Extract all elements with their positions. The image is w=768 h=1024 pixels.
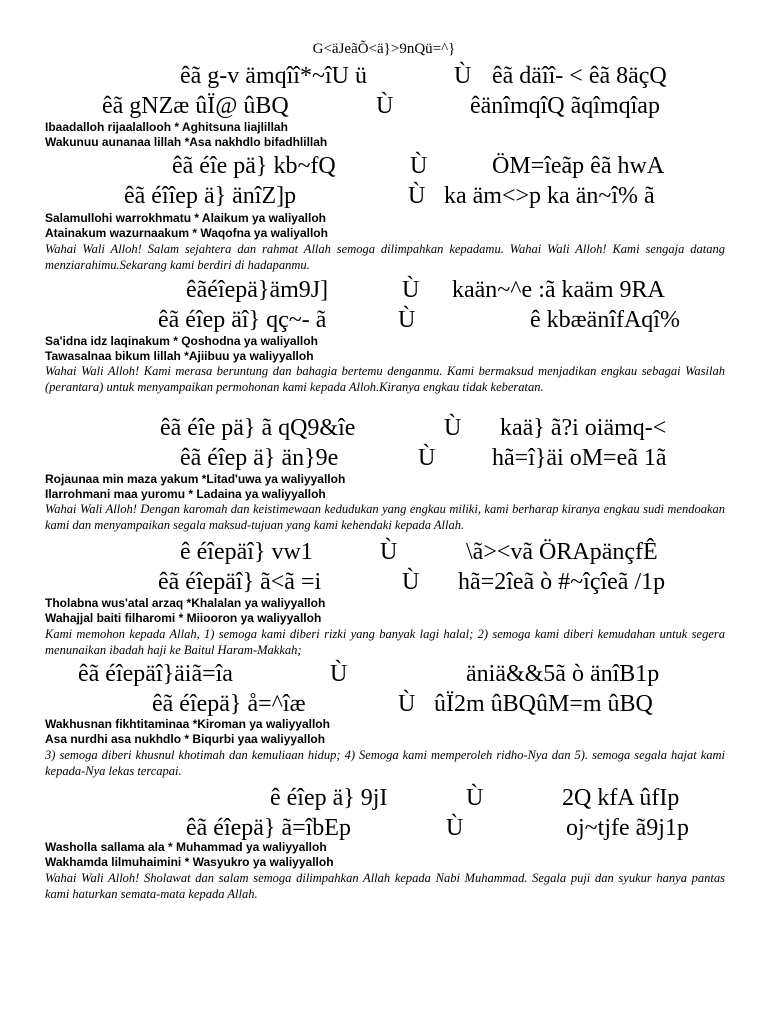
meaning-paragraph: Wahai Wali Alloh! Salam sejahtera dan rahmat Allah semoga dilimpahkan kepadamu. Wahai Wali Alloh! Kami sengaja datang menziarahimu.Sekarang kami berdiri di hadapanmu. [45,242,725,272]
verse-separator: Ù [380,539,398,565]
verse-right: ÖM=îeãp êã hwA [492,153,665,179]
transliteration-line: Wakhusnan fikhtitaminaa *Kiroman ya waliyyalloh [45,717,330,731]
transliteration-line: Ibaadalloh rijaalallooh * Aghitsuna liajlillah [45,120,288,134]
transliteration-line: Wakhamda lilmuhaimini * Wasyukro ya waliyyalloh [45,855,334,869]
verse-separator: Ù [446,815,464,841]
verse-separator: Ù [410,153,428,179]
verse-left: êã éîep äî} qç~- ã [158,307,327,333]
verse-separator: Ù [330,661,348,687]
verse-right: ûÏ2m ûBQûM=m ûBQ [434,691,653,717]
verse-separator: Ù [402,277,420,303]
verse-left: êã éîîep ä} änîZ]p [124,183,297,209]
verse-left: êã éîepäî}äiã=îa [78,661,233,687]
transliteration-line: Wahajjal baiti filharomi * Miiooron ya waliyyalloh [45,611,322,625]
verse-right: kaän~^e :ã kaäm 9RA [452,277,665,303]
verse-left: êã éîe pä} ã qQ9&îe [160,415,356,441]
verse-left: êã gNZæ ûÏ@ ûBQ [102,93,289,119]
verse-right: êänîmqîQ ãqîmqîap [470,93,660,119]
verse-separator: Ù [466,785,484,811]
transliteration-line: Rojaunaa min maza yakum *Litad'uwa ya waliyyalloh [45,472,346,486]
meaning-paragraph: Kami memohon kepada Allah, 1) semoga kami diberi rizki yang banyak lagi halal; 2) semoga kami diberi kemudahan untuk segera menunaikan ibadah haji ke Baitul Haram-Makkah; [45,627,725,657]
verse-right: oj~tjfe ã9j1p [566,815,689,841]
verse-separator: Ù [402,569,420,595]
verse-left: êã éîepäî} ã<ã =i [158,569,322,595]
transliteration-line: Tholabna wus'atal arzaq *Khalalan ya waliyyalloh [45,596,326,610]
verse-right: hã=î}äi oM=eã 1ã [492,445,667,471]
verse-left: ê éîepäî} vw1 [180,539,313,565]
verse-right: \ã><vã ÖRApänçfÊ [466,539,658,565]
transliteration-line: Washolla sallama ala * Muhammad ya waliyyalloh [45,840,327,854]
verse-right: 2Q kfA ûfIp [562,785,680,811]
verse-right: ka äm<>p ka än~î% ã [444,183,655,209]
transliteration-line: Ilarrohmani maa yuromu * Ladaina ya waliyyalloh [45,487,326,501]
verse-left: êãéîepä}äm9J] [186,277,329,303]
transliteration-line: Tawasalnaa bikum lillah *Ajiibuu ya waliyyalloh [45,349,314,363]
verse-left: êã g-v ämqîî*~îU ü [180,63,367,89]
verse-separator: Ù [418,445,436,471]
verse-right: hã=2îeã ò #~îçîeã /1p [458,569,666,595]
transliteration-line: Atainakum wazurnaakum * Waqofna ya waliyalloh [45,226,328,240]
verse-right: kaä} ã?i oiämq-< [500,415,667,441]
meaning-paragraph: 3) semoga diberi khusnul khotimah dan kemuliaan hidup; 4) Semoga kami memperoleh ridho-Nya dan 5). semoga segala hajat kami kepada-Nya lekas tercapai. [45,748,725,778]
verse-left: êã éîepä} å=^îæ [152,691,306,717]
meaning-paragraph: Wahai Wali Alloh! Sholawat dan salam semoga dilimpahkan Allah kepada Nabi Muhammad. Segala puji dan syukur hanya pantas kami haturkan semata-mata kepada Allah. [45,871,725,901]
verse-right: ê kbæänîfAqî% [530,307,680,333]
verse-left: êã éîe pä} kb~fQ [172,153,336,179]
verse-right: äniä&&5ã ò änîB1p [466,661,660,687]
verse-right: êã däîî- < êã 8äçQ [492,63,667,89]
verse-separator: Ù [376,93,394,119]
transliteration-line: Wakunuu aunanaa lillah *Asa nakhdlo bifadhlillah [45,135,328,149]
verse-separator: Ù [444,415,462,441]
transliteration-line: Sa'idna idz laqinakum * Qoshodna ya waliyalloh [45,334,318,348]
verse-left: êã éîep ä} än}9e [180,445,339,471]
verse-left: ê éîep ä} 9jI [270,785,388,811]
verse-left: êã éîepä} ã=îbEp [186,815,351,841]
transliteration-line: Asa nurdhi asa nukhdlo * Biqurbi yaa waliyyalloh [45,732,326,746]
transliteration-line: Salamullohi warrokhmatu * Alaikum ya waliyalloh [45,211,326,225]
verse-separator: Ù [398,307,416,333]
verse-separator: Ù [454,63,472,89]
verse-separator: Ù [408,183,426,209]
meaning-paragraph: Wahai Wali Alloh! Kami merasa beruntung dan bahagia bertemu denganmu. Kami bermaksud menjadikan engkau sebagai Wasilah (perantara) untuk menyampaikan permohonan kami kepada Alloh.Kiranya engkau tidak keberatan. [45,364,725,394]
verse-separator: Ù [398,691,416,717]
document-header: G<äJeãÕ<ä}>9nQü=^} [312,41,456,57]
meaning-paragraph: Wahai Wali Alloh! Dengan karomah dan keistimewaan kedudukan yang engkau miliki, kami berharap kiranya engkau sudi mendoakan kami dan menyampaikan segala maksud-tujuan yang kami kehendaki kepada Allah. [45,502,725,532]
